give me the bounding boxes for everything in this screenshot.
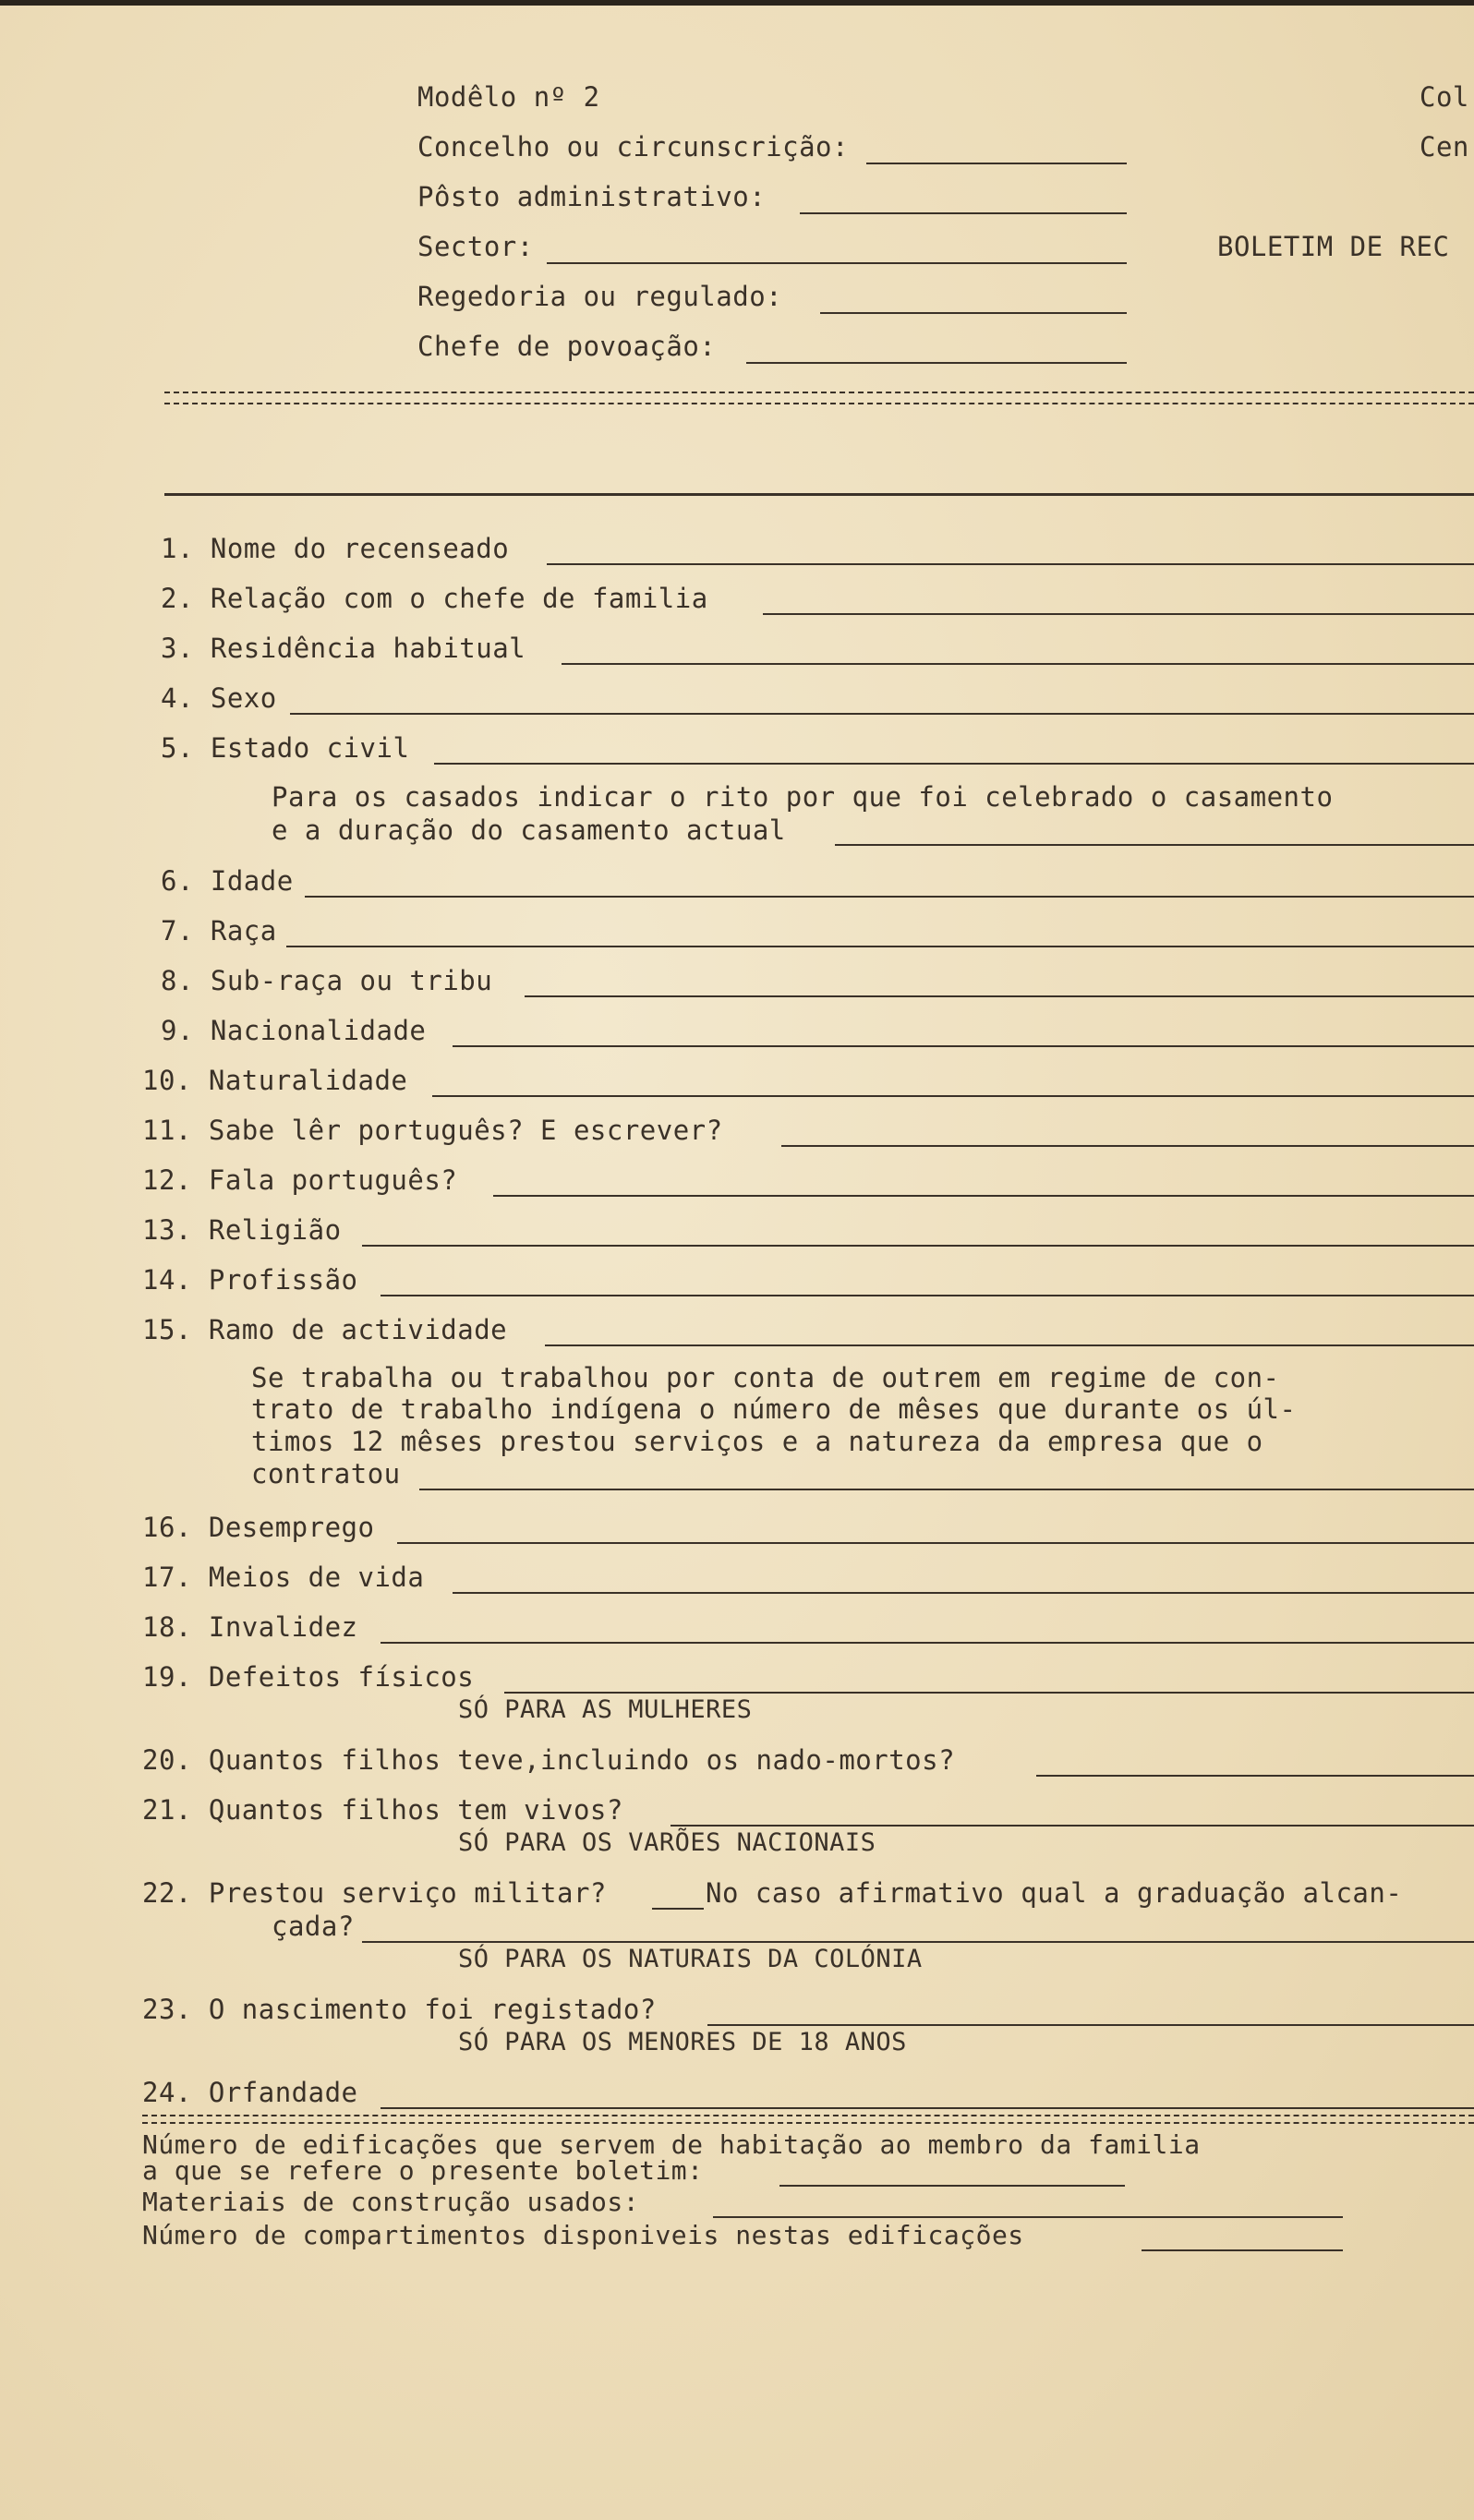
question-8: 8. Sub-raça ou tribu bbox=[161, 965, 493, 996]
question-20: 20. Quantos filhos teve,incluindo os nado-mortos? bbox=[142, 1744, 956, 1776]
footer-line-4: Número de compartimentos disponiveis nestas edificações bbox=[142, 2220, 1024, 2250]
footer-materiais-line[interactable] bbox=[713, 2216, 1343, 2218]
answer-22b-line[interactable] bbox=[362, 1941, 1474, 1943]
question-12: 12. Fala português? bbox=[142, 1164, 458, 1196]
answer-2-line[interactable] bbox=[763, 613, 1474, 615]
question-18: 18. Invalidez bbox=[142, 1611, 358, 1643]
boletim-title: BOLETIM DE REC bbox=[1217, 231, 1450, 262]
field-posto-label: Pôsto administrativo: bbox=[417, 181, 767, 212]
answer-16-line[interactable] bbox=[397, 1542, 1474, 1544]
answer-casados-line[interactable] bbox=[835, 844, 1474, 846]
answer-3-line[interactable] bbox=[562, 663, 1474, 665]
answer-21-line[interactable] bbox=[671, 1825, 1474, 1827]
header-right-col: Col bbox=[1420, 81, 1469, 113]
note-casados-1: Para os casados indicar o rito por que foi celebrado o casamento bbox=[272, 781, 1334, 813]
answer-6-line[interactable] bbox=[305, 896, 1474, 898]
section-mulheres: SÓ PARA AS MULHERES bbox=[458, 1695, 753, 1724]
section-varoes: SÓ PARA OS VARÕES NACIONAIS bbox=[458, 1828, 876, 1857]
question-11: 11. Sabe lêr português? E escrever? bbox=[142, 1115, 723, 1146]
answer-10-line[interactable] bbox=[432, 1095, 1474, 1097]
section-menores: SÓ PARA OS MENORES DE 18 ANOS bbox=[458, 2028, 907, 2056]
question-17: 17. Meios de vida bbox=[142, 1561, 425, 1593]
header-right-cen: Cen bbox=[1420, 131, 1469, 163]
answer-13-line[interactable] bbox=[362, 1245, 1474, 1247]
model-number: Modêlo nº 2 bbox=[417, 81, 600, 113]
section-naturais: SÓ PARA OS NATURAIS DA COLÓNIA bbox=[458, 1945, 923, 1973]
field-sector-line[interactable] bbox=[547, 262, 1127, 264]
question-2: 2. Relação com o chefe de familia bbox=[161, 583, 708, 614]
footer-edificacoes-line[interactable] bbox=[779, 2185, 1125, 2187]
answer-19-line[interactable] bbox=[504, 1692, 1474, 1694]
field-sector-label: Sector: bbox=[417, 231, 534, 262]
field-regedoria-line[interactable] bbox=[820, 312, 1127, 314]
field-posto-line[interactable] bbox=[800, 212, 1127, 214]
answer-15-line[interactable] bbox=[545, 1344, 1474, 1346]
answer-11-line[interactable] bbox=[781, 1145, 1474, 1147]
answer-9-line[interactable] bbox=[453, 1045, 1474, 1047]
question-1: 1. Nome do recenseado bbox=[161, 533, 510, 564]
question-22-cont2: çada? bbox=[272, 1911, 355, 1942]
question-6: 6. Idade bbox=[161, 865, 294, 897]
answer-17-line[interactable] bbox=[453, 1592, 1474, 1594]
question-5: 5. Estado civil bbox=[161, 732, 410, 764]
question-14: 14. Profissão bbox=[142, 1264, 358, 1296]
question-24: 24. Orfandade bbox=[142, 2077, 358, 2108]
header-separator bbox=[164, 392, 1474, 404]
question-9: 9. Nacionalidade bbox=[161, 1015, 427, 1046]
answer-7-line[interactable] bbox=[286, 946, 1474, 947]
field-concelho-line[interactable] bbox=[866, 163, 1127, 164]
footer-compartimentos-line[interactable] bbox=[1142, 2249, 1343, 2251]
field-chefe-label: Chefe de povoação: bbox=[417, 331, 717, 362]
answer-18-line[interactable] bbox=[381, 1642, 1474, 1644]
question-13: 13. Religião bbox=[142, 1214, 342, 1246]
answer-1-line[interactable] bbox=[547, 563, 1474, 565]
question-7: 7. Raça bbox=[161, 915, 277, 947]
question-19: 19. Defeitos físicos bbox=[142, 1661, 475, 1693]
question-3: 3. Residência habitual bbox=[161, 633, 526, 664]
field-concelho-label: Concelho ou circunscrição: bbox=[417, 131, 849, 163]
answer-23-line[interactable] bbox=[707, 2024, 1474, 2026]
question-16: 16. Desemprego bbox=[142, 1512, 375, 1543]
scan-edge bbox=[0, 0, 1474, 6]
note-casados-2: e a duração do casamento actual bbox=[272, 814, 786, 846]
question-4: 4. Sexo bbox=[161, 682, 277, 714]
answer-12-line[interactable] bbox=[493, 1195, 1474, 1197]
answer-20-line[interactable] bbox=[1036, 1775, 1474, 1777]
answer-14-line[interactable] bbox=[381, 1295, 1474, 1296]
answer-5-line[interactable] bbox=[434, 763, 1474, 765]
answer-4-line[interactable] bbox=[290, 713, 1474, 715]
question-23: 23. O nascimento foi registado? bbox=[142, 1994, 657, 2025]
question-15: 15. Ramo de actividade bbox=[142, 1314, 508, 1345]
note-contrato-4: contratou bbox=[251, 1458, 401, 1489]
note-contrato-1: Se trabalha ou trabalhou por conta de outrem em regime de con- bbox=[251, 1362, 1280, 1393]
footer-separator bbox=[142, 2115, 1474, 2124]
footer-line-1: Número de edificações que servem de habitação ao membro da familia bbox=[142, 2129, 1201, 2160]
field-chefe-line[interactable] bbox=[746, 362, 1127, 364]
question-22-cont: No caso afirmativo qual a graduação alcan- bbox=[706, 1877, 1403, 1909]
answer-contrato-line[interactable] bbox=[419, 1489, 1474, 1490]
answer-24-line[interactable] bbox=[381, 2107, 1474, 2109]
note-contrato-2: trato de trabalho indígena o número de mêses que durante os úl- bbox=[251, 1393, 1297, 1425]
answer-8-line[interactable] bbox=[525, 995, 1474, 997]
question-10: 10. Naturalidade bbox=[142, 1065, 408, 1096]
question-21: 21. Quantos filhos tem vivos? bbox=[142, 1794, 623, 1826]
note-contrato-3: timos 12 mêses prestou serviços e a natureza da empresa que o bbox=[251, 1426, 1263, 1457]
question-22: 22. Prestou serviço militar? bbox=[142, 1877, 607, 1909]
footer-line-2: a que se refere o presente boletim: bbox=[142, 2155, 704, 2186]
footer-line-3: Materiais de construção usados: bbox=[142, 2187, 640, 2217]
field-regedoria-label: Regedoria ou regulado: bbox=[417, 281, 783, 312]
header-rule bbox=[164, 493, 1474, 496]
answer-22a-line[interactable] bbox=[652, 1908, 704, 1910]
